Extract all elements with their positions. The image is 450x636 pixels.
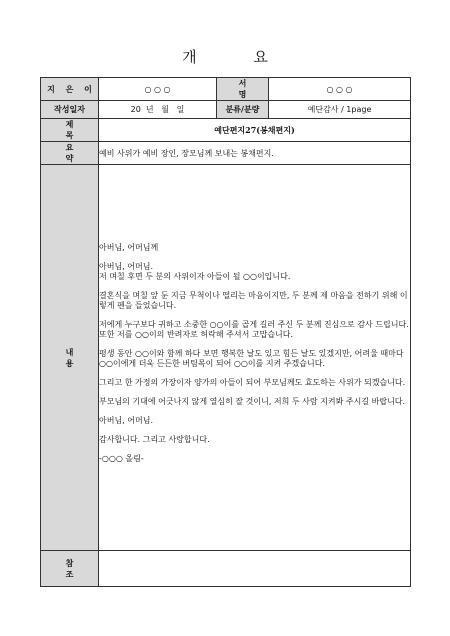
- date-label: 작성일자: [41, 101, 99, 119]
- subject-value: 예단편지27(봉채편지): [99, 119, 411, 142]
- signature-label: 서 명: [217, 78, 269, 101]
- summary-row: [41, 142, 411, 165]
- letter-paragraph: 결혼식을 며칠 앞 둔 지금 무척이나 떨리는 마음이지만, 두 분께 제 마음을 전하기 위해 이렇게 펜을 들었습니다.: [99, 290, 408, 310]
- subject-row: [41, 119, 411, 142]
- category-label: 분류/분량: [217, 101, 269, 119]
- reference-label: 참 조: [41, 551, 99, 587]
- letter-paragraph: 아버님, 어머님.: [99, 415, 153, 425]
- letter-text: [99, 243, 410, 464]
- letter-paragraph: 그리고 한 가정의 가장이자 양가의 아들이 되어 부모님께도 효도하는 사위가 되겠습니다.: [99, 377, 406, 387]
- letter-paragraph: -○○○ 올림-: [99, 453, 144, 463]
- letter-paragraph: 아버님, 어머님. 저 며칠 후면 두 분의 사위이자 아들이 될 ○○이입니다.: [99, 261, 291, 281]
- letter-paragraph: 감사합니다. 그리고 사랑합니다.: [99, 434, 210, 444]
- reference-row: [41, 551, 411, 587]
- signature-value: ○ ○ ○: [269, 78, 411, 101]
- document-title: 개 요: [182, 48, 294, 66]
- letter-paragraph: 아버님, 어머님께: [99, 242, 159, 252]
- letter-paragraph: 부모님의 기대에 어긋나지 않게 열심히 잘 것이니, 저희 두 사람 지켜봐 주시길 바랍니다.: [99, 396, 406, 406]
- summary-form-table: [40, 77, 411, 587]
- reference-value: [99, 551, 411, 587]
- letter-paragraph: 저에게 누구보다 귀하고 소중한 ○○이를 곱게 길러 주신 두 분께 진심으로 감사 드립니다. 또한 저를 ○○이의 반려자로 허락해 주셔서 고맙습니다.: [99, 319, 409, 339]
- content-label: 내 용: [41, 165, 99, 551]
- summary-value: 예비 사위가 예비 장인, 장모님께 보내는 봉채편지.: [99, 142, 411, 165]
- author-value: ○ ○ ○: [99, 78, 217, 101]
- author-row: [41, 78, 411, 101]
- content-row: [41, 165, 411, 551]
- summary-label: 요 약: [41, 142, 99, 165]
- date-row: [41, 101, 411, 119]
- letter-paragraph: 평생 동안 ○○이와 함께 하다 보면 행복한 날도 있고 힘든 날도 있겠지만, 어려울 때마다 ○○이에게 더욱 든든한 버팀목이 되어 ○○이를 지켜 주겠습니다.: [99, 348, 404, 368]
- subject-label: 제 목: [41, 119, 99, 142]
- date-value: 20 년 월 일: [99, 101, 217, 119]
- category-value: 예단감사 / 1page: [269, 101, 411, 119]
- author-label: 지 은 이: [41, 78, 99, 101]
- content-body: [99, 165, 411, 551]
